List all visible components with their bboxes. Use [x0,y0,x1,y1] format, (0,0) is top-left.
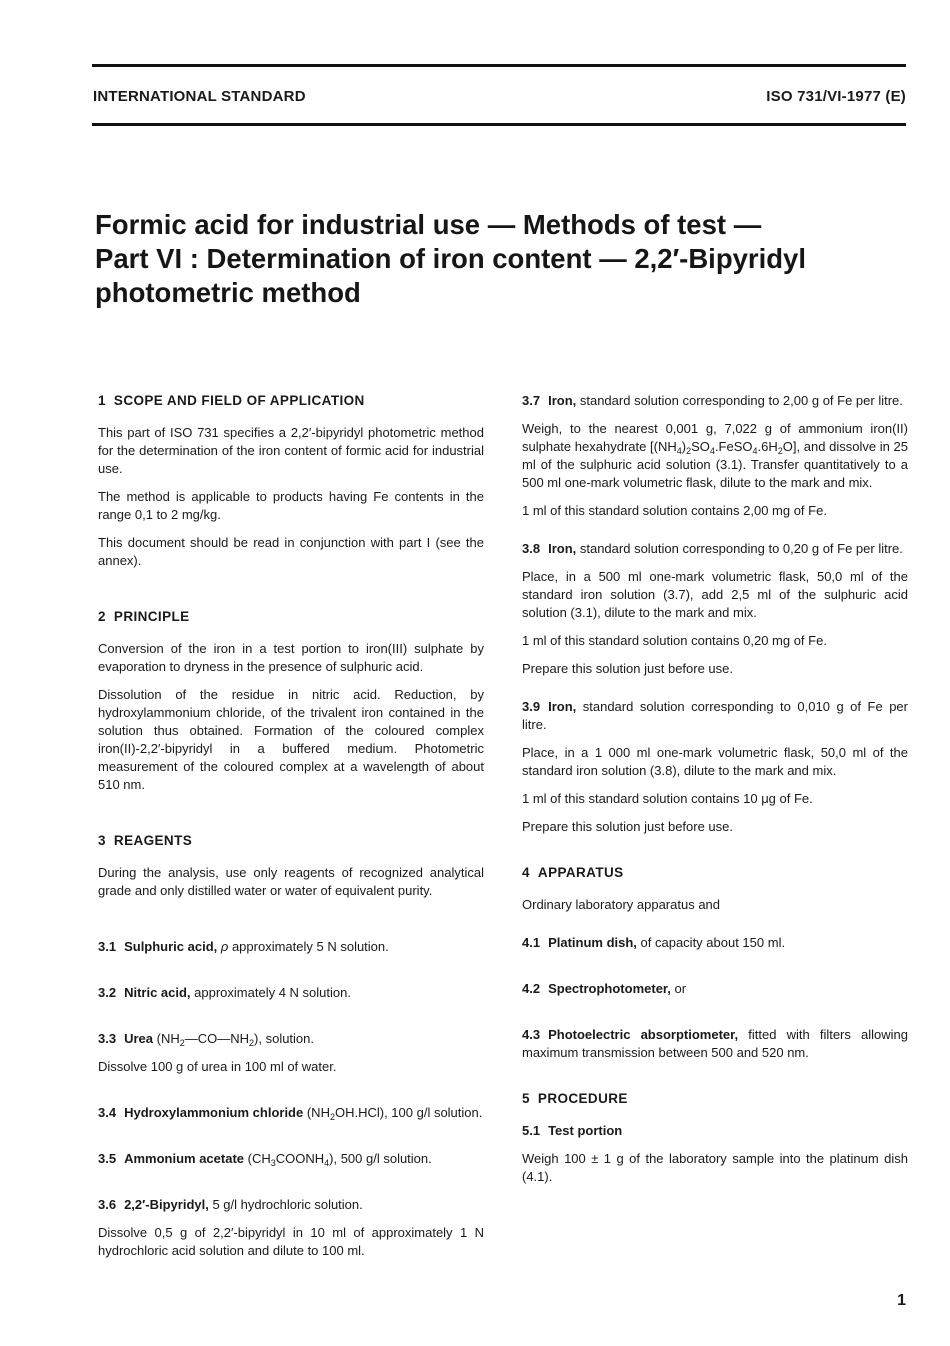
paragraph: During the analysis, use only reagents of recognized analytical grade and only distilled water or water of equivalent purity. [98,865,484,898]
section-number: 2 [98,609,106,624]
paragraph: Prepare this solution just before use. [522,819,734,834]
paragraph [522,420,908,492]
section-2-heading [98,608,484,626]
title-line-2: Part VI : Determination of iron content — 2,2′-Bipyridyl [95,243,806,274]
item-number: 4.1 [522,935,541,950]
subscript: 2 [179,1038,185,1048]
subscript: 3 [270,1158,276,1168]
section-number: 1 [98,393,106,408]
section-title: SCOPE AND FIELD OF APPLICATION [113,393,365,408]
item-name: Iron, [548,393,577,408]
page-number: 1 [897,1292,906,1309]
item-number: 4.3 [522,1027,541,1042]
paragraph: 1 ml of this standard solution contains 0,20 mg of Fe. [522,633,827,648]
section-3-heading [98,832,484,850]
item-3-4 [98,1104,484,1122]
item-3-7 [522,392,908,410]
item-3-9 [522,698,908,734]
paragraph: Conversion of the iron in a test portion to iron(III) sulphate by evaporation to dryness in the presence of sulphuric acid. [98,641,484,674]
item-number: 3.7 [522,393,541,408]
header-left: INTERNATIONAL STANDARD [93,88,306,105]
rho-symbol: ρ [220,939,229,954]
item-name: Iron, [548,541,577,556]
subscript: 2 [249,1038,255,1048]
item-text: of capacity about 150 ml. [636,935,786,950]
item-5-1 [522,1122,908,1140]
item-text: standard solution corresponding to 0,20 g of Fe per litre. [576,541,903,556]
item-text: or [670,981,687,996]
item-number: 3.2 [98,985,117,1000]
section-1-heading [98,392,484,410]
formula-part: ), 500 g/l solution. [329,1151,432,1166]
section-number: 5 [522,1091,530,1106]
item-3-8 [522,540,908,558]
item-name: Urea [124,1031,153,1046]
text-part: ) [681,439,687,454]
item-number: 3.9 [522,699,541,714]
item-number: 4.2 [522,981,541,996]
item-3-6 [98,1196,484,1214]
item-number: 3.5 [98,1151,117,1166]
formula-part: ), solution. [254,1031,315,1046]
item-text: approximately 4 N solution. [190,985,351,1000]
item-number: 3.8 [522,541,541,556]
item-text: fitted with filters allowing maximum transmission between 500 and 520 nm. [522,1027,909,1060]
item-name: 2,2′-Bipyridyl, [124,1197,209,1212]
paragraph: Dissolution of the residue in nitric acid. Reduction, by hydroxylammonium chloride, of the trivalent iron contained in the solution thus obtained. Formation of the coloured complex iron(II)-2,2′-bipyridyl in a buffered medium. Photometric measurement of the coloured complex at a wavelength of about 510 nm. [98,687,484,792]
paragraph: This document should be read in conjunction with part I (see the annex). [98,535,484,568]
item-name: Platinum dish, [548,935,637,950]
paragraph: Place, in a 1 000 ml one-mark volumetric flask, 50,0 ml of the standard iron solution (3.8), dilute to the mark and mix. [522,745,908,778]
section-number: 4 [522,865,530,880]
section-title: REAGENTS [113,833,193,848]
header-rule-top [92,64,906,67]
item-text: standard solution corresponding to 0,010 g of Fe per litre. [522,699,908,732]
title-line-3: photometric method [95,277,361,308]
paragraph: Dissolve 100 g of urea in 100 ml of water. [98,1059,337,1074]
item-3-1 [98,938,484,956]
paragraph: Weigh 100 ± 1 g of the laboratory sample into the platinum dish (4.1). [522,1151,908,1184]
item-text: 5 g/l hydrochloric solution. [208,1197,363,1212]
subscript: 4 [752,446,758,456]
paragraph: 1 ml of this standard solution contains 10 μg of Fe. [522,791,813,806]
item-4-2 [522,980,908,998]
paragraph: 1 ml of this standard solution contains 2,00 mg of Fe. [522,503,827,518]
item-4-1 [522,934,908,952]
item-text: standard solution corresponding to 2,00 g of Fe per litre. [576,393,903,408]
header-right: ISO 731/VI-1977 (E) [766,88,906,105]
item-name: Spectrophotometer, [548,981,671,996]
section-4-heading [522,864,908,882]
subscript: 2 [777,446,783,456]
item-number: 3.6 [98,1197,117,1212]
item-name: Test portion [548,1123,623,1138]
text-part: .FeSO [714,439,753,454]
section-number: 3 [98,833,106,848]
item-4-3 [522,1026,908,1062]
subscript: 2 [686,446,692,456]
subscript: 2 [329,1112,335,1122]
item-3-5 [98,1150,484,1168]
title-line-1: Formic acid for industrial use — Methods of test — [95,209,762,240]
paragraph: Ordinary laboratory apparatus and [522,897,721,912]
text-part: SO [691,439,710,454]
item-number: 3.1 [98,939,117,954]
item-3-2 [98,984,484,1002]
formula-part: (NH [303,1105,330,1120]
document-title [95,208,915,310]
paragraph: Prepare this solution just before use. [522,661,734,676]
section-title: PROCEDURE [537,1091,628,1106]
section-5-heading [522,1090,908,1108]
formula-part: OH.HCl), 100 g/l solution. [334,1105,483,1120]
paragraph: Dissolve 0,5 g of 2,2′-bipyridyl in 10 ml of approximately 1 N hydrochloric acid solution and dilute to 100 ml. [98,1225,484,1258]
item-3-3 [98,1030,484,1048]
text-part: O], and dissolve in 25 ml of the sulphuric acid solution (3.1). Transfer quantitatively to a 500 ml one-mark volumetric flask, dilute to the mark and mix. [522,439,908,490]
subscript: 4 [676,446,682,456]
left-column [98,392,484,1270]
item-name: Sulphuric acid, [124,939,218,954]
section-title: APPARATUS [537,865,624,880]
item-number: 3.4 [98,1105,117,1120]
item-name: Nitric acid, [124,985,191,1000]
paragraph: The method is applicable to products having Fe contents in the range 0,1 to 2 mg/kg. [98,489,484,522]
formula-part: —CO—NH [184,1031,250,1046]
item-name: Iron, [548,699,577,714]
formula-part: COONH [275,1151,325,1166]
text-part: Weigh, to the nearest 0,001 g, 7,022 g of ammonium iron(II) sulphate hexahydrate [(NH [522,421,908,454]
paragraph: This part of ISO 731 specifies a 2,2′-bipyridyl photometric method for the determination of the iron content of formic acid for industrial use. [98,425,484,476]
subscript: 4 [709,446,715,456]
item-name: Ammonium acetate [124,1151,244,1166]
subscript: 4 [324,1158,330,1168]
section-title: PRINCIPLE [113,609,190,624]
formula-part: (CH [244,1151,271,1166]
right-column [522,392,908,1196]
item-name: Hydroxylammonium chloride [124,1105,304,1120]
item-text: approximately 5 N solution. [228,939,389,954]
text-part: .6H [757,439,778,454]
item-name: Photoelectric absorptiometer, [548,1027,739,1042]
header-rule-bottom [92,123,906,126]
item-number: 3.3 [98,1031,117,1046]
item-number: 5.1 [522,1123,541,1138]
paragraph: Place, in a 500 ml one-mark volumetric flask, 50,0 ml of the standard iron solution (3.7), add 2,5 ml of the sulphuric acid solution (3.1), dilute to the mark and mix. [522,569,908,620]
formula-part: (NH [153,1031,180,1046]
